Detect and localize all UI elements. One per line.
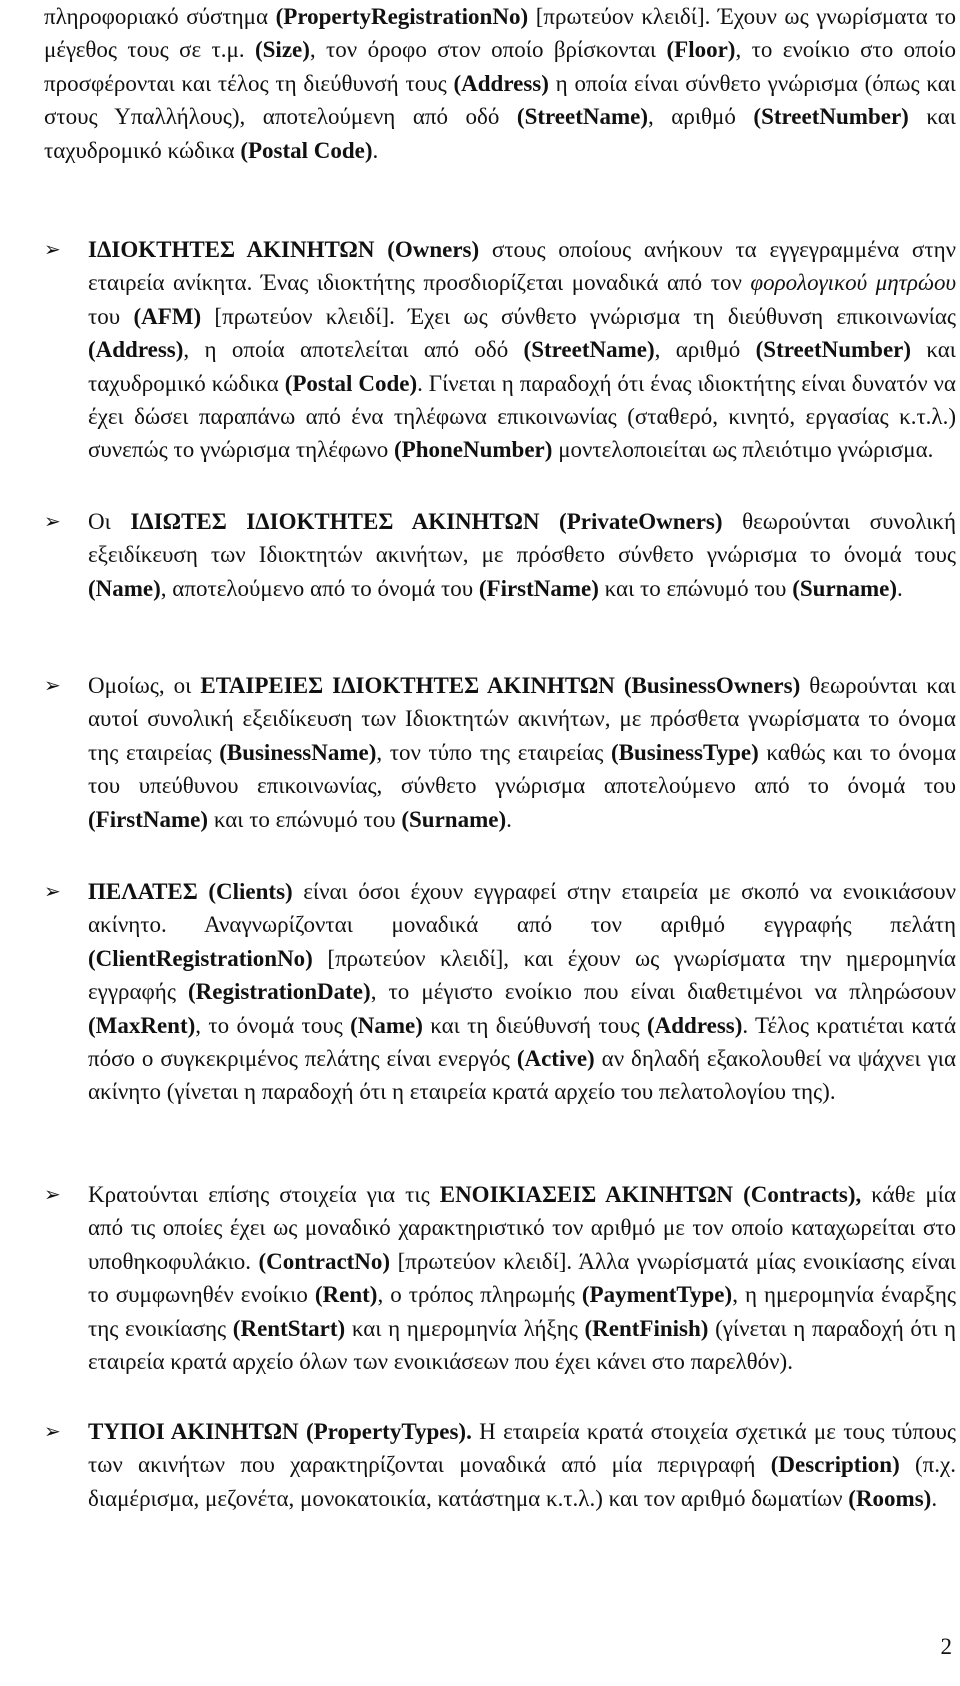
bold-term: (Rooms) xyxy=(848,1485,932,1511)
list-item-private-owners xyxy=(44,505,956,605)
text-run: Ομοίως, οι xyxy=(88,673,201,698)
text-run: , αποτελούμενο από το όνομά του xyxy=(160,575,479,601)
list-item-business-owners xyxy=(44,669,956,836)
text-run: Οι xyxy=(88,509,131,534)
bold-term: (BusinessName) xyxy=(219,739,377,765)
bold-term: (FirstName) xyxy=(478,575,599,601)
text-run: είναι όσοι έχουν εγγραφεί στην εταιρεία με σκοπό να ενοικιάσουν ακίνητο. Αναγνωρίζονται μοναδικά από τον αριθμό εγγραφής πελάτη xyxy=(88,879,956,938)
bold-term: (Name) xyxy=(88,575,161,601)
text-run: , αριθμό xyxy=(654,337,756,363)
text-run: θεωρούνται συνολική εξειδίκευση των Ιδιοκτητών ακινήτων, με πρόσθετο σύνθετο γνώρισμα το όνομά τους xyxy=(88,509,957,568)
text-run: , το όνομά τους xyxy=(195,1012,351,1038)
text-run: Κρατούνται επίσης στοιχεία για τις xyxy=(88,1182,440,1207)
bold-term: (Name) xyxy=(350,1012,423,1038)
text-run: , η ημερομηνία έναρξης της ενοικίασης xyxy=(88,1282,956,1341)
bold-term: (Active) xyxy=(516,1046,595,1072)
bold-term: (Surname) xyxy=(792,575,897,601)
text-run: και τη διεύθυνσή τους xyxy=(422,1012,647,1038)
bold-term: (ClientRegistrationNo) xyxy=(88,945,313,971)
text-run: αν δηλαδή εξακολουθεί να ψάχνει για ακίνητο (γίνεται η παραδοχή ότι η εταιρεία κρατά αρχείο του πελατολογίου της). xyxy=(88,1046,956,1105)
list-item-text xyxy=(44,505,956,605)
text-run: πληροφοριακό σύστημα xyxy=(44,4,276,29)
list-item-property-types xyxy=(44,1415,956,1515)
text-run xyxy=(374,237,387,262)
bold-term: (Contracts), xyxy=(743,1182,862,1207)
text-run: . xyxy=(896,575,903,601)
bold-term: (AFM) xyxy=(133,303,202,329)
list-item-text xyxy=(44,233,956,467)
bold-term: ΠΕΛΑΤΕΣ xyxy=(88,879,198,904)
text-run: [πρωτεύον κλειδί], και έχουν ως γνωρίσματα την ημερομηνία εγγραφής xyxy=(88,945,956,1005)
bold-term: (PropertyTypes). xyxy=(305,1419,472,1444)
text-run: (π.χ. διαμέρισμα, μεζονέτα, μονοκατοικία, κατάστημα κ.τ.λ.) και τον αριθμό δωματίων xyxy=(88,1452,956,1511)
bullet-arrow-icon: ➢ xyxy=(44,237,61,261)
text-run: η οποία είναι σύνθετο γνώρισμα (όπως και στους Υπαλλήλους), αποτελούμενη από οδό xyxy=(44,70,956,130)
bold-term: (Description) xyxy=(770,1452,900,1478)
bold-term: (Owners) xyxy=(387,237,480,262)
text-run: και ταχυδρομικό κώδικα xyxy=(88,337,956,396)
text-run: (γίνεται η παραδοχή ότι η εταιρεία κρατά αρχείο όλων των ενοικιάσεων που έχει κάνει στο παρελθόν). xyxy=(88,1315,956,1375)
text-run: , η οποία αποτελείται από οδό xyxy=(183,337,524,363)
text-run: και το επώνυμό του xyxy=(208,806,402,832)
bullet-arrow-icon: ➢ xyxy=(44,509,61,533)
bold-term: (Rent) xyxy=(314,1282,378,1308)
list-item-text xyxy=(44,669,956,836)
bold-term: (Surname) xyxy=(401,806,507,832)
bold-term: ΕΝΟΙΚΙΑΣΕΙΣ ΑΚΙΝΗΤΩΝ xyxy=(439,1182,734,1207)
bold-term: (MaxRent) xyxy=(88,1012,196,1038)
bold-term: (Floor) xyxy=(666,37,736,63)
bold-term: (RegistrationDate) xyxy=(188,979,371,1005)
text-run: , ο τρόπος πληρωμής xyxy=(377,1282,582,1308)
bold-term: (Postal Code) xyxy=(240,137,373,163)
bold-term: (RentFinish) xyxy=(584,1315,709,1341)
text-run: [πρωτεύον κλειδί]. Έχει ως σύνθετο γνώρισμα τη διεύθυνση επικοινωνίας xyxy=(201,303,956,329)
bold-term: ΤΥΠΟΙ ΑΚΙΝΗΤΩΝ xyxy=(88,1419,299,1444)
text-run: , τον τύπο της εταιρείας xyxy=(376,739,611,765)
list-item-text xyxy=(44,1415,956,1515)
text-run xyxy=(299,1419,306,1444)
text-run: , τον όροφο στον οποίο βρίσκονται xyxy=(309,37,667,63)
list-item-text xyxy=(44,1178,956,1378)
bold-term: (PrivateOwners) xyxy=(559,509,723,534)
bold-term: (RentStart) xyxy=(232,1315,346,1341)
text-run: [πρωτεύον κλειδί]. Έχουν ως γνωρίσματα το μέγεθος τους σε τ.μ. xyxy=(44,4,956,63)
text-run: . xyxy=(506,806,512,832)
text-run: . Τέλος κρατιέται κατά πόσο ο συγκεκριμένος πελάτης είναι ενεργός xyxy=(88,1012,956,1072)
text-run: . Γίνεται η παραδοχή ότι ένας ιδιοκτήτης είναι δυνατόν να έχει δώσει παραπάνω από ένα τηλέφωνα επικοινωνίας (σταθερό, κινητό, εργασίας κ.τ.λ.) συνεπώς το γνώρισμα τηλέφωνο xyxy=(88,370,956,463)
bold-term: (StreetNumber) xyxy=(753,104,909,130)
bold-term: (Address) xyxy=(88,337,184,363)
intro-paragraph xyxy=(44,0,956,167)
bold-term: (PhoneNumber) xyxy=(394,437,553,463)
text-run: , το ενοίκιο στο οποίο προσφέρονται και τέλος τη διεύθυνσή τους xyxy=(44,37,956,96)
text-run: . xyxy=(931,1485,938,1511)
bold-term: ΕΤΑΙΡΕΙΕΣ ΙΔΙΟΚΤΗΤΕΣ ΑΚΙΝΗΤΩΝ xyxy=(200,673,615,698)
bold-term: ΙΔΙΟΚΤΗΤΕΣ ΑΚΙΝΗΤΩΝ xyxy=(88,237,375,262)
list-item-text xyxy=(44,875,956,1109)
bold-term: (Clients) xyxy=(208,879,293,904)
bold-term: (BusinessType) xyxy=(610,739,759,765)
text-run: θεωρούνται και αυτοί συνολική εξειδίκευση των Ιδιοκτητών ακινήτων, με πρόσθετα γνωρίσματα το όνομα της εταιρείας xyxy=(88,673,956,765)
bold-term: (StreetName) xyxy=(516,104,649,130)
bullet-arrow-icon: ➢ xyxy=(44,1182,61,1206)
bold-term: (Address) xyxy=(646,1012,743,1038)
text-run: μοντελοποιείται ως πλειότιμο γνώρισμα. xyxy=(552,437,934,463)
bold-term: ΙΔΙΩΤΕΣ ΙΔΙΟΚΤΗΤΕΣ ΑΚΙΝΗΤΩΝ xyxy=(130,509,540,534)
text-run: [πρωτεύον κλειδί]. Άλλα γνωρίσματά μίας ενοικίασης είναι το συμφωνηθέν ενοίκιο xyxy=(88,1248,956,1308)
bold-term: (PropertyRegistrationNo) xyxy=(275,4,529,29)
text-run: , αριθμό xyxy=(648,104,754,130)
text-run xyxy=(198,879,209,904)
bold-term: (Postal Code) xyxy=(284,370,418,396)
bullet-arrow-icon: ➢ xyxy=(44,673,61,697)
text-run: καθώς και το όνομα του υπεύθυνου επικοινωνίας, σύνθετο γνώρισμα αποτελούμενο από το όνομά του xyxy=(88,739,956,799)
list-item-contracts xyxy=(44,1178,956,1378)
bold-term: (PaymentType) xyxy=(581,1282,733,1308)
text-run xyxy=(540,509,560,534)
bold-term: (StreetNumber) xyxy=(755,337,912,363)
text-run xyxy=(615,673,624,698)
bold-term: (BusinessOwners) xyxy=(623,673,801,698)
italic-term: φορολογικού μητρώου xyxy=(750,270,957,296)
text-run: στους οποίους ανήκουν τα εγγεγραμμένα στην εταιρεία ανίκητα. Ένας ιδιοκτήτης προσδιορίζεται μοναδικά από τον xyxy=(88,237,957,296)
text-run: και το επώνυμό του xyxy=(598,575,793,601)
text-run: του xyxy=(88,303,134,329)
bullet-arrow-icon: ➢ xyxy=(44,879,61,903)
list-item-clients xyxy=(44,875,956,1109)
text-run: , το μέγιστο ενοίκιο που είναι διαθετιμένοι να πληρώσουν xyxy=(370,979,956,1005)
bold-term: (Address) xyxy=(453,70,549,96)
text-run xyxy=(733,1182,743,1207)
text-run: και ταχυδρομικό κώδικα xyxy=(44,104,956,163)
text-run: κάθε μία από τις οποίες έχει ως μοναδικό χαρακτηριστικό τον αριθμό με τον οποίο καταχωρείται στο υποθηκοφυλάκιο. xyxy=(88,1182,957,1274)
bold-term: (FirstName) xyxy=(88,806,209,832)
bold-term: (StreetName) xyxy=(523,337,655,363)
list-item-owners xyxy=(44,233,956,467)
bullet-arrow-icon: ➢ xyxy=(44,1419,61,1443)
bold-term: (Size) xyxy=(254,37,310,63)
page-number: 2 xyxy=(940,1634,952,1659)
text-run: . xyxy=(372,137,379,163)
text-run: και η ημερομηνία λήξης xyxy=(345,1315,585,1341)
text-run: Η εταιρεία κρατά στοιχεία σχετικά με τους τύπους των ακινήτων που χαρακτηρίζονται μοναδικά από μία περιγραφή xyxy=(88,1419,956,1478)
bold-term: (ContractNo) xyxy=(258,1248,391,1274)
